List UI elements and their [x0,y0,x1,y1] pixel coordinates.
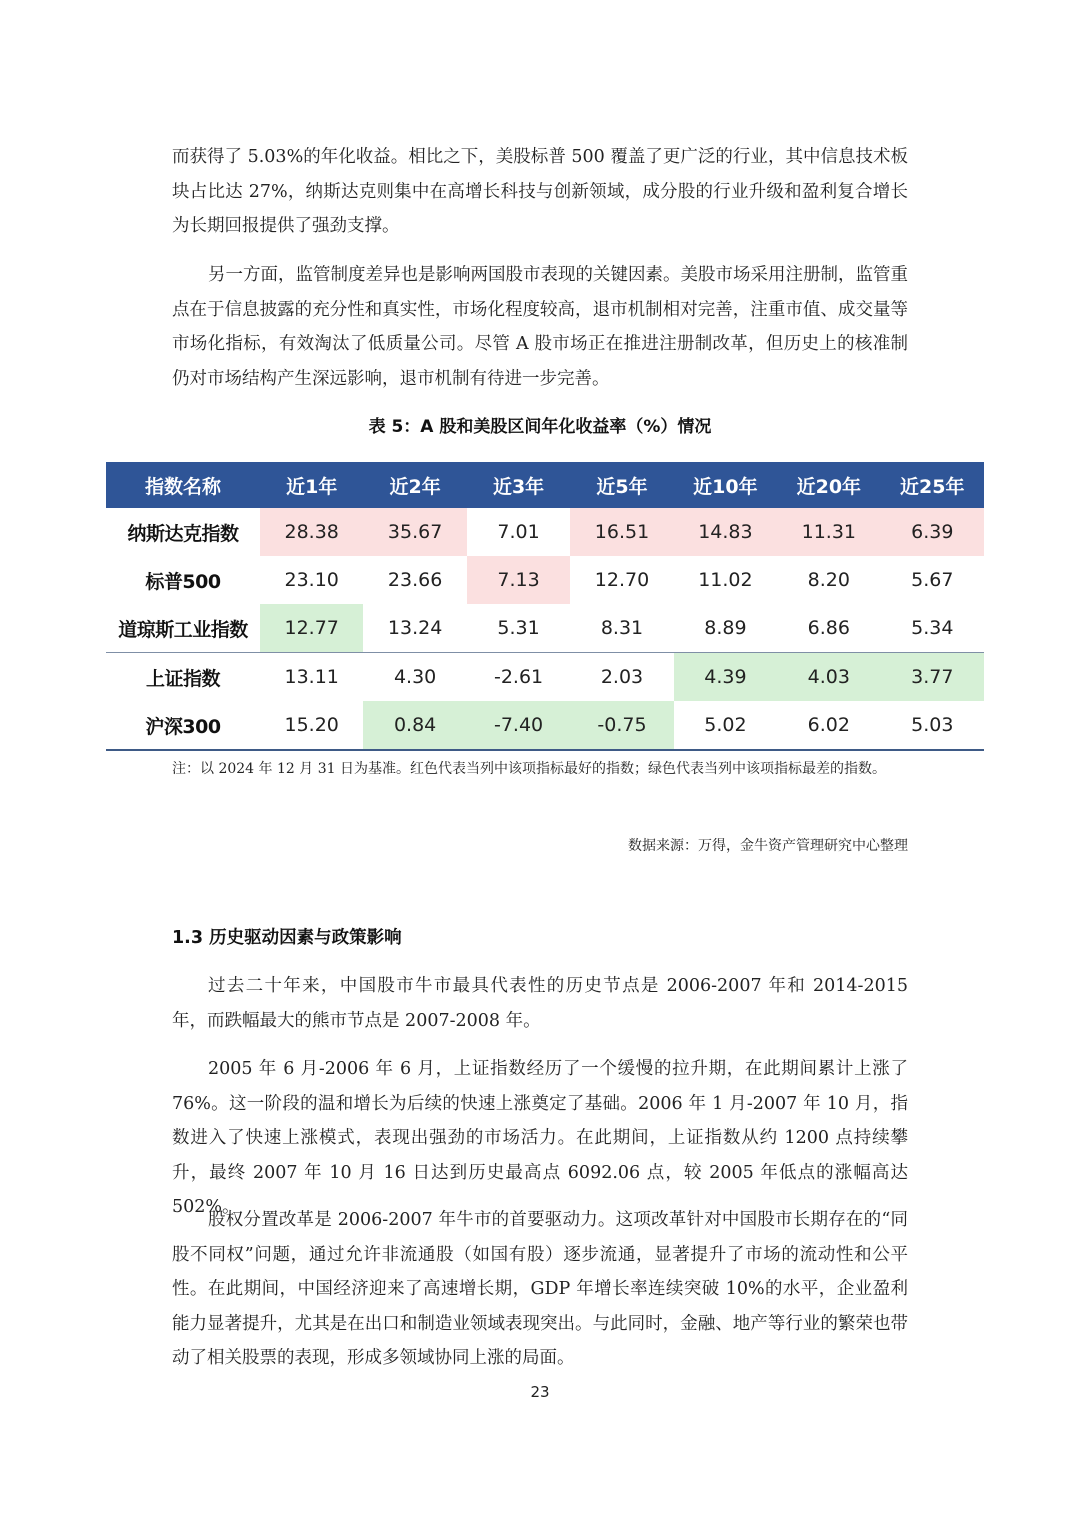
cell: 14.83 [674,508,777,556]
cell: 5.03 [881,701,984,750]
cell: 5.67 [911,569,954,591]
header-index-name: 指数名称 [106,462,260,508]
paragraph-2005-2007: 2005 年 6 月-2006 年 6 月，上证指数经历了一个缓慢的拉升期，在此期间累计上涨了 76%。这一阶段的温和增长为后续的快速上涨奠定了基础。2006 年 1 月-2007 年 10 月，指数进入了快速上涨模式，表现出强劲的市场活力。在此期间，上证指数从约 1200 点持续攀升，最终 2007 年 10 月 16 日达到历史最高点 6092.06 点，较 2005 年低点的涨幅高达 502%。 [172,1059,908,1218]
cell: 5.34 [911,617,954,639]
cell: -0.75 [570,701,673,750]
row-name: 道琼斯工业指数 [118,618,248,641]
cell: 6.02 [777,701,880,750]
paragraph-reform: 股权分置改革是 2006-2007 年牛市的首要驱动力。这项改革针对中国股市长期存在的“同股不同权”问题，通过允许非流通股（如国有股）逐步流通，显著提升了市场的流动性和公平性。在此期间，中国经济迎来了高速增长期，GDP 年增长率连续突破 10%的水平，企业盈利能力显著提升，尤其是在出口和制造业领域表现突出。与此同时，金融、地产等行业的繁荣也带动了相关股票的表现，形成多领域协同上涨的局面。 [172,1210,908,1369]
data-source: 数据来源：万得，金牛资产管理研究中心整理 [628,838,908,854]
cell: -2.61 [467,653,570,702]
cell: 7.13 [467,556,570,604]
paragraph-intro: 而获得了 5.03%的年化收益。相比之下，美股标普 500 覆盖了更广泛的行业，其中信息技术板块占比达 27%，纳斯达克则集中在高增长科技与创新领域，成分股的行业升级和盈利复合增长为长期回报提供了强劲支撑。 [172,147,908,237]
cell: 4.39 [674,653,777,702]
cell: 13.11 [260,653,363,702]
cell: 28.38 [260,508,363,556]
header-2y: 近2年 [363,462,466,508]
cell: 0.84 [363,701,466,750]
cell: 13.24 [387,617,443,639]
cell: 23.66 [387,569,443,591]
cell: 16.51 [570,508,673,556]
table-caption: 表 5：A 股和美股区间年化收益率（%）情况 [368,417,712,437]
cell: 8.20 [807,569,850,591]
cell: 15.20 [260,701,363,750]
cell: 12.70 [594,569,650,591]
row-name: 纳斯达克指数 [127,522,239,545]
table-row [106,653,984,702]
cell: -7.40 [467,701,570,750]
cell: 4.03 [777,653,880,702]
header-3y: 近3年 [467,462,570,508]
returns-table [106,462,984,751]
cell: 35.67 [363,508,466,556]
cell: 4.30 [363,653,466,702]
header-10y: 近10年 [674,462,777,508]
header-25y: 近25年 [881,462,984,508]
header-5y: 近5年 [570,462,673,508]
cell: 23.10 [284,569,339,591]
header-1y: 近1年 [260,462,363,508]
page-number: 23 [530,1383,550,1401]
paragraph-regulation: 另一方面，监管制度差异也是影响两国股市表现的关键因素。美股市场采用注册制，监管重点在于信息披露的充分性和真实性，市场化程度较高，退市机制相对完善，注重市值、成交量等市场化指标，有效淘汰了低质量公司。尽管 A 股市场正在推进注册制改革，但历史上的核准制仍对市场结构产生深远影响，退市机制有待进一步完善。 [172,265,908,389]
table-row [106,604,984,653]
cell: 5.02 [674,701,777,750]
cell: 8.89 [704,617,747,639]
cell: 6.86 [807,617,850,639]
table-header-row [106,462,984,508]
section-heading: 1.3 历史驱动因素与政策影响 [172,928,402,948]
table-row [106,701,984,750]
row-name: 沪深300 [106,701,260,750]
row-name: 标普500 [145,570,221,593]
table-row [106,508,984,556]
table-note: 注：以 2024 年 12 月 31 日为基准。红色代表当列中该项指标最好的指数；绿色代表当列中该项指标最差的指数。 [172,761,886,777]
cell: 8.31 [600,617,644,639]
row-name: 上证指数 [106,653,260,702]
cell: 5.31 [497,617,540,639]
cell: 11.02 [698,569,753,591]
paragraph-history: 过去二十年来，中国股市牛市最具代表性的历史节点是 2006-2007 年和 2014-2015 年，而跌幅最大的熊市节点是 2007-2008 年。 [172,976,908,1031]
header-20y: 近20年 [777,462,880,508]
cell: 2.03 [570,653,673,702]
cell: 7.01 [497,521,540,543]
cell: 6.39 [881,508,984,556]
cell: 3.77 [881,653,984,702]
cell: 11.31 [777,508,880,556]
table-row [106,556,984,604]
cell: 12.77 [260,604,363,653]
